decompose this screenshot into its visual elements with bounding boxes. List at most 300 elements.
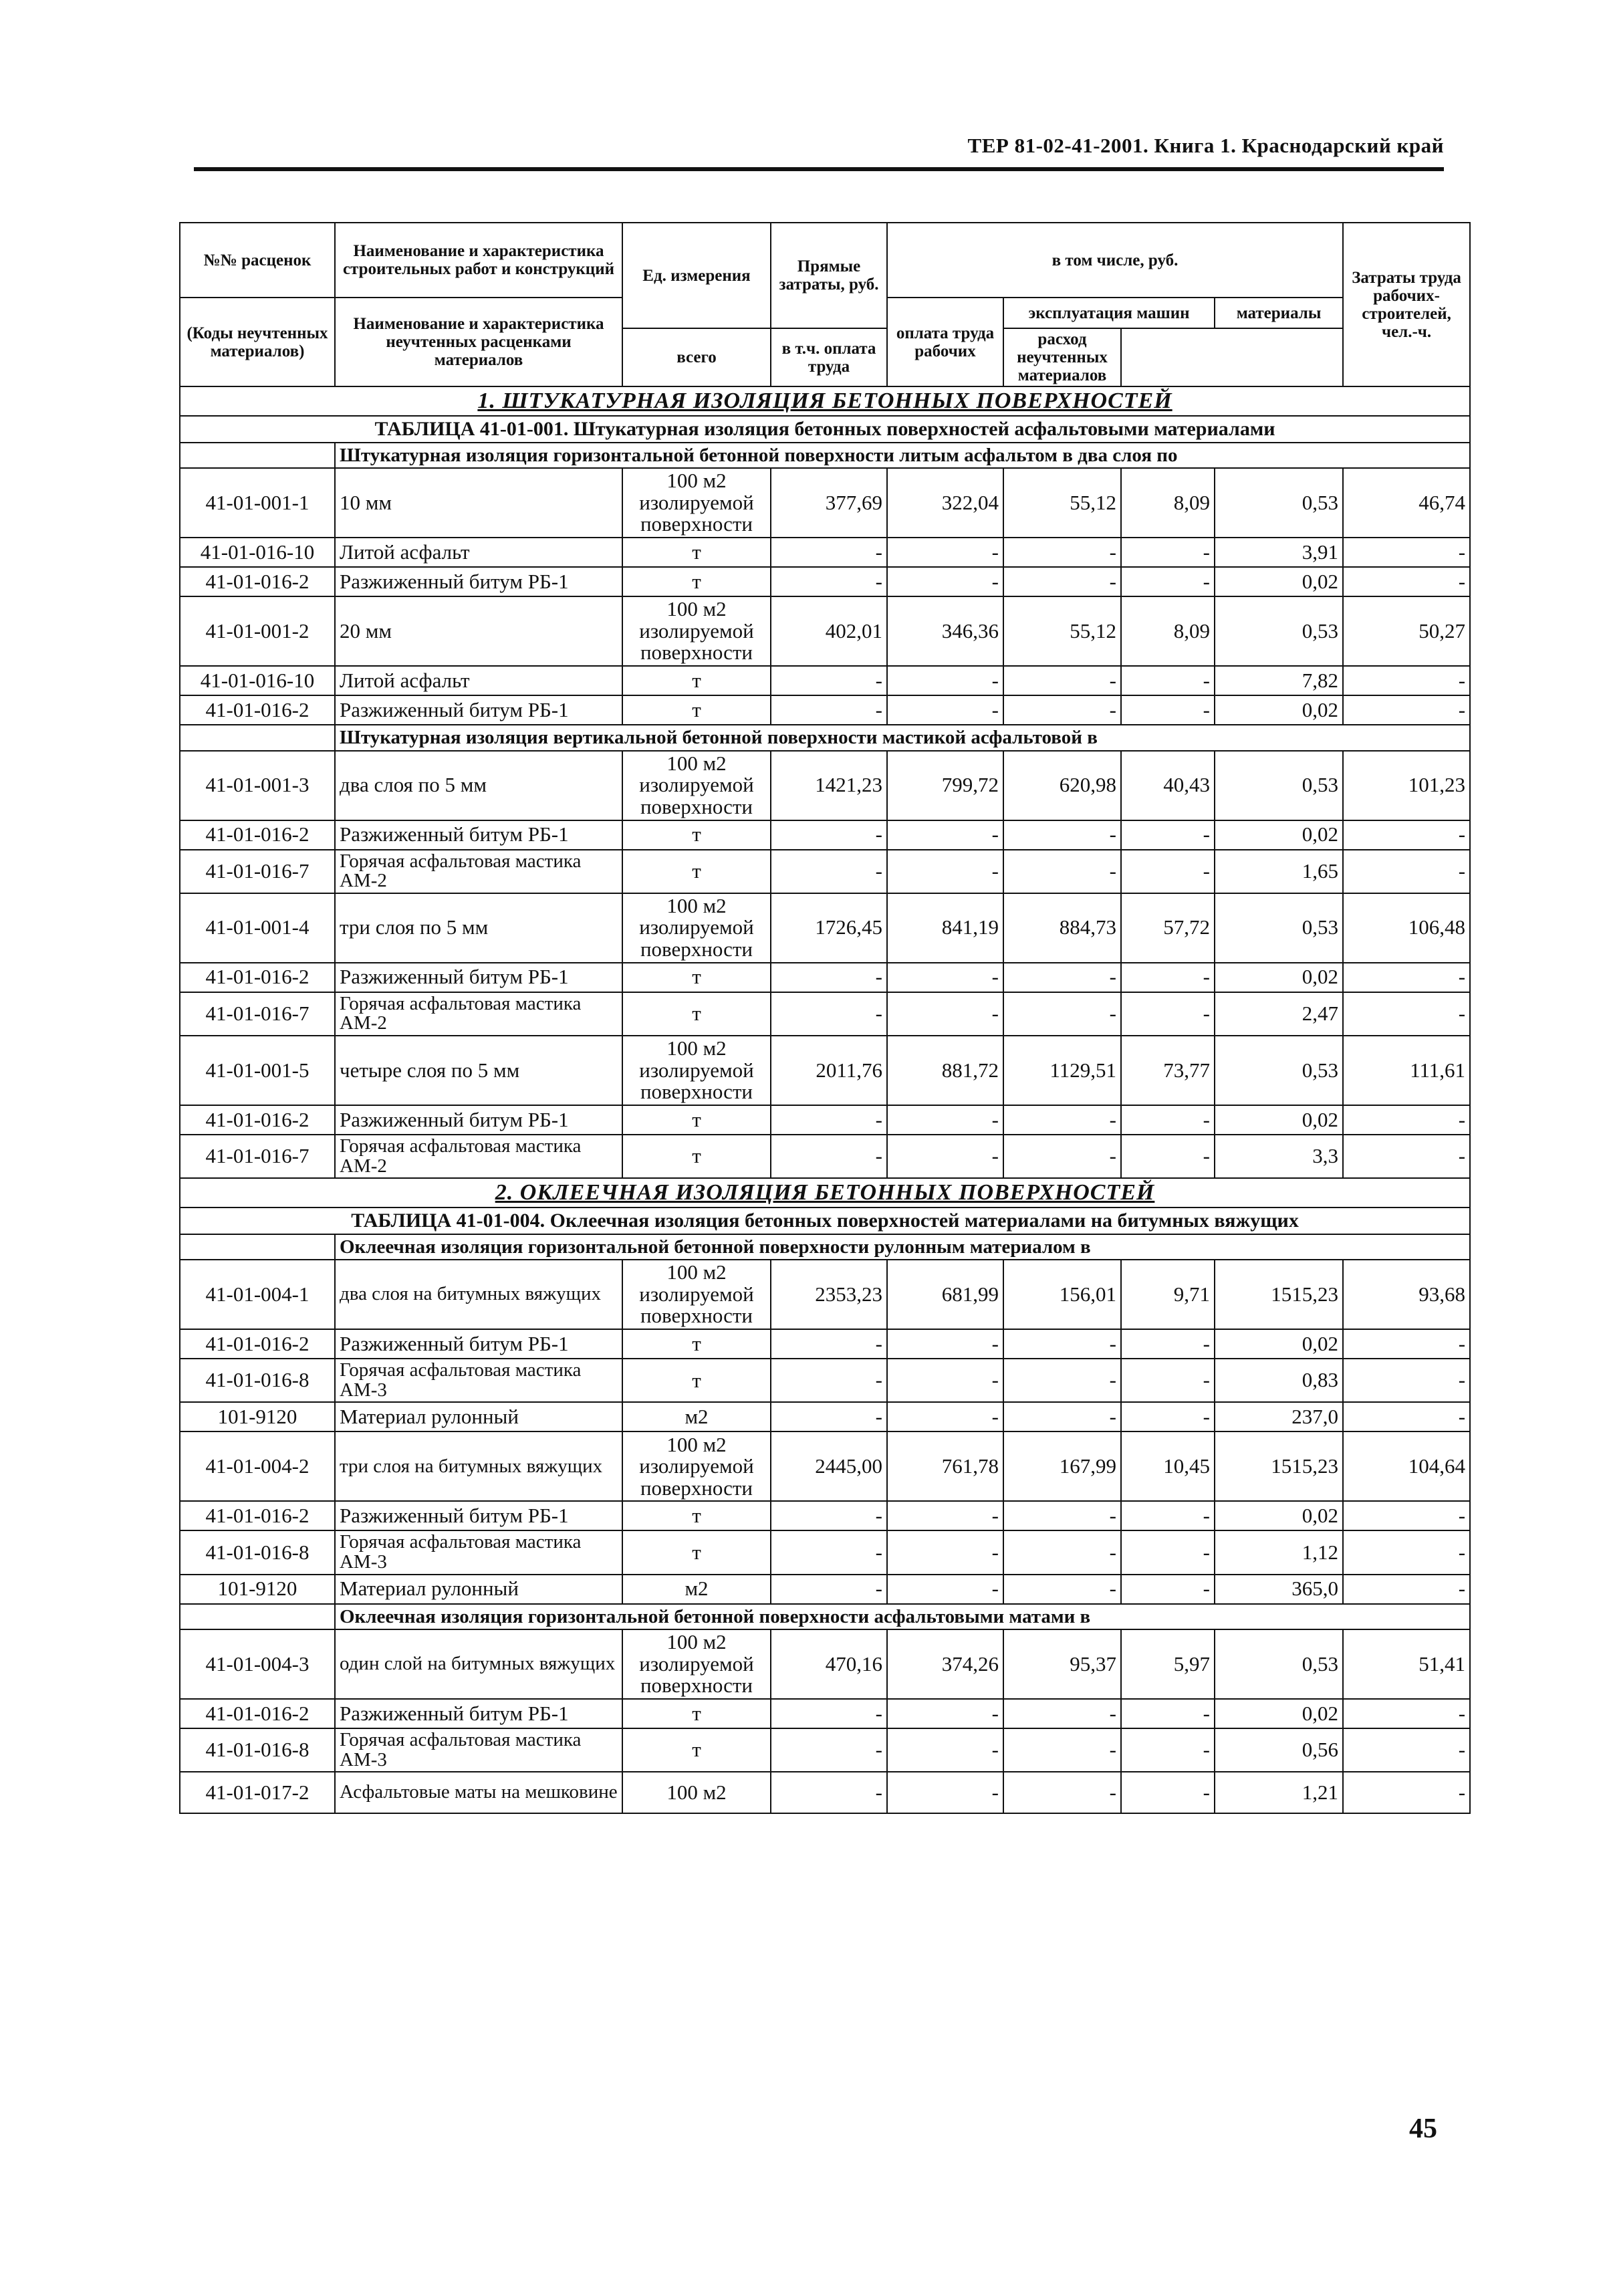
rate-labor-pay: 841,19	[887, 893, 1003, 963]
rate-materials: 0,02	[1215, 1329, 1343, 1359]
rate-labor-hours: -	[1343, 1699, 1470, 1728]
rate-machine-labor: -	[1121, 992, 1215, 1036]
rate-machine-total: 95,37	[1003, 1629, 1121, 1699]
header-materials-consumption: расход неучтенных материалов	[1003, 328, 1121, 386]
rate-labor-hours: -	[1343, 666, 1470, 695]
rate-machine-total: -	[1003, 1359, 1121, 1402]
rate-code: 41-01-004-2	[180, 1431, 335, 1501]
rate-labor-pay: -	[887, 963, 1003, 992]
rate-code: 41-01-016-8	[180, 1530, 335, 1574]
rate-materials: 1515,23	[1215, 1431, 1343, 1501]
rate-materials: 0,53	[1215, 596, 1343, 666]
material-row	[180, 1530, 1470, 1574]
rate-direct-costs: -	[771, 567, 887, 596]
rate-labor-pay: 681,99	[887, 1260, 1003, 1329]
subsection-title	[180, 1234, 1470, 1260]
rate-unit: т	[622, 1105, 771, 1135]
rate-code: 101-9120	[180, 1575, 335, 1604]
rate-labor-pay: -	[887, 666, 1003, 695]
rate-labor-hours: 50,27	[1343, 596, 1470, 666]
rate-direct-costs: -	[771, 820, 887, 850]
rate-unit: 100 м2 изолируемой поверхности	[622, 1260, 771, 1329]
rate-unit: т	[622, 538, 771, 567]
rate-materials: 0,53	[1215, 893, 1343, 963]
rate-row	[180, 1629, 1470, 1699]
section-title-text: 2. ОКЛЕЕЧНАЯ ИЗОЛЯЦИЯ БЕТОННЫХ ПОВЕРХНОСТЕЙ	[180, 1178, 1470, 1208]
rate-labor-hours: -	[1343, 567, 1470, 596]
rate-machine-total: 55,12	[1003, 468, 1121, 538]
rate-direct-costs: -	[771, 1699, 887, 1728]
rate-materials: 3,91	[1215, 538, 1343, 567]
rate-code: 41-01-016-7	[180, 850, 335, 893]
material-row	[180, 992, 1470, 1036]
rate-materials: 0,83	[1215, 1359, 1343, 1402]
running-header-title: ТЕР 81-02-41-2001. Книга 1. Краснодарский край	[967, 134, 1444, 157]
rate-machine-total: -	[1003, 1135, 1121, 1178]
header-code-top: №№ расценок	[180, 223, 335, 298]
rate-machine-labor: -	[1121, 1105, 1215, 1135]
rate-code: 41-01-016-2	[180, 695, 335, 725]
rate-code: 41-01-016-2	[180, 1699, 335, 1728]
material-row	[180, 963, 1470, 992]
rate-labor-hours: -	[1343, 695, 1470, 725]
header-name-top: Наименование и характеристика строительных работ и конструкций	[335, 223, 622, 298]
rate-direct-costs: -	[771, 666, 887, 695]
rate-code: 41-01-016-2	[180, 1501, 335, 1530]
rate-code: 41-01-016-8	[180, 1728, 335, 1772]
rate-unit: т	[622, 567, 771, 596]
rate-machine-total: -	[1003, 850, 1121, 893]
section-title-text: 1. ШТУКАТУРНАЯ ИЗОЛЯЦИЯ БЕТОННЫХ ПОВЕРХНОСТЕЙ	[180, 386, 1470, 416]
rate-unit: т	[622, 695, 771, 725]
running-header	[194, 134, 1444, 171]
rate-name: Горячая асфальтовая мастика АМ-3	[335, 1530, 622, 1574]
rate-machine-total: -	[1003, 992, 1121, 1036]
rate-labor-pay: -	[887, 1501, 1003, 1530]
material-row	[180, 1699, 1470, 1728]
rate-unit: 100 м2 изолируемой поверхности	[622, 1431, 771, 1501]
header-machine-operation: эксплуатация машин	[1003, 298, 1215, 328]
rate-machine-labor: 5,97	[1121, 1629, 1215, 1699]
rate-machine-labor: -	[1121, 567, 1215, 596]
header-machine-total: всего	[622, 328, 771, 386]
rate-machine-total: -	[1003, 1699, 1121, 1728]
rate-unit: т	[622, 666, 771, 695]
rate-name: Горячая асфальтовая мастика АМ-3	[335, 1359, 622, 1402]
rate-materials: 0,53	[1215, 468, 1343, 538]
rate-materials: 237,0	[1215, 1402, 1343, 1431]
rate-row	[180, 1036, 1470, 1105]
rate-machine-labor: -	[1121, 1135, 1215, 1178]
rate-direct-costs: -	[771, 1575, 887, 1604]
rate-machine-labor: -	[1121, 695, 1215, 725]
rate-direct-costs: -	[771, 1402, 887, 1431]
rate-direct-costs: -	[771, 695, 887, 725]
rate-direct-costs: 1726,45	[771, 893, 887, 963]
rate-direct-costs: -	[771, 992, 887, 1036]
rate-machine-total: -	[1003, 820, 1121, 850]
rate-direct-costs: 2011,76	[771, 1036, 887, 1105]
rate-direct-costs: 2353,23	[771, 1260, 887, 1329]
rate-labor-pay: -	[887, 1402, 1003, 1431]
rate-labor-pay: -	[887, 1575, 1003, 1604]
material-row	[180, 567, 1470, 596]
rate-labor-hours: -	[1343, 992, 1470, 1036]
rate-name: два слоя на битумных вяжущих	[335, 1260, 622, 1329]
rate-name: четыре слоя по 5 мм	[335, 1036, 622, 1105]
rate-code: 41-01-016-8	[180, 1359, 335, 1402]
rate-labor-hours: -	[1343, 1772, 1470, 1813]
material-row	[180, 1105, 1470, 1135]
header-including: в том числе, руб.	[887, 223, 1343, 298]
rate-labor-pay: -	[887, 1699, 1003, 1728]
rate-machine-labor: -	[1121, 1699, 1215, 1728]
rate-name: три слоя по 5 мм	[335, 893, 622, 963]
rate-labor-pay: 374,26	[887, 1629, 1003, 1699]
rate-machine-labor: 8,09	[1121, 468, 1215, 538]
rate-code: 41-01-016-7	[180, 992, 335, 1036]
rate-labor-pay: -	[887, 1105, 1003, 1135]
rate-labor-hours: 104,64	[1343, 1431, 1470, 1501]
rate-machine-labor: -	[1121, 1772, 1215, 1813]
rate-materials: 2,47	[1215, 992, 1343, 1036]
rate-code: 41-01-001-3	[180, 751, 335, 820]
rate-materials: 1,21	[1215, 1772, 1343, 1813]
rate-unit: 100 м2 изолируемой поверхности	[622, 468, 771, 538]
rate-name: один слой на битумных вяжущих	[335, 1629, 622, 1699]
rate-row	[180, 751, 1470, 820]
subsection-title-text: Штукатурная изоляция горизонтальной бетонной поверхности литым асфальтом в два слоя по	[335, 443, 1470, 468]
material-row	[180, 1135, 1470, 1178]
subsection-title-text: Оклеечная изоляция горизонтальной бетонной поверхности рулонным материалом в	[335, 1234, 1470, 1260]
rate-labor-pay: -	[887, 538, 1003, 567]
rate-machine-total: 620,98	[1003, 751, 1121, 820]
rate-labor-hours: -	[1343, 1135, 1470, 1178]
rate-code: 101-9120	[180, 1402, 335, 1431]
rate-name: три слоя на битумных вяжущих	[335, 1431, 622, 1501]
rate-code: 41-01-016-2	[180, 820, 335, 850]
header-machine-labor: в т.ч. оплата труда	[771, 328, 887, 386]
rate-code: 41-01-016-10	[180, 666, 335, 695]
rate-name: Разжиженный битум РБ-1	[335, 1501, 622, 1530]
rate-name: Горячая асфальтовая мастика АМ-2	[335, 1135, 622, 1178]
rate-name: Материал рулонный	[335, 1575, 622, 1604]
rate-labor-hours: -	[1343, 538, 1470, 567]
header-materials: материалы	[1215, 298, 1343, 328]
rate-row	[180, 1431, 1470, 1501]
rate-name: Горячая асфальтовая мастика АМ-2	[335, 850, 622, 893]
rate-materials: 7,82	[1215, 666, 1343, 695]
rate-labor-hours: -	[1343, 1530, 1470, 1574]
rate-labor-pay: -	[887, 1728, 1003, 1772]
rate-machine-labor: 10,45	[1121, 1431, 1215, 1501]
rate-direct-costs: -	[771, 1772, 887, 1813]
section-title	[180, 1178, 1470, 1208]
rate-labor-hours: 106,48	[1343, 893, 1470, 963]
rate-machine-labor: -	[1121, 963, 1215, 992]
header-labor-pay: оплата труда рабочих	[887, 298, 1003, 386]
rate-labor-pay: -	[887, 850, 1003, 893]
rate-labor-hours: -	[1343, 1728, 1470, 1772]
rate-machine-labor: 9,71	[1121, 1260, 1215, 1329]
table-title-text: ТАБЛИЦА 41-01-001. Штукатурная изоляция бетонных поверхностей асфальтовыми материалами	[180, 416, 1470, 443]
rate-labor-hours: 51,41	[1343, 1629, 1470, 1699]
rate-machine-labor: -	[1121, 1728, 1215, 1772]
rate-name: 20 мм	[335, 596, 622, 666]
material-row	[180, 1575, 1470, 1604]
rate-direct-costs: -	[771, 1530, 887, 1574]
section-title	[180, 386, 1470, 416]
rate-direct-costs: -	[771, 1135, 887, 1178]
rate-unit: т	[622, 820, 771, 850]
rate-direct-costs: -	[771, 1501, 887, 1530]
rate-labor-pay: -	[887, 820, 1003, 850]
rate-labor-pay: 881,72	[887, 1036, 1003, 1105]
subsection-title-text: Оклеечная изоляция горизонтальной бетонной поверхности асфальтовыми матами в	[335, 1604, 1470, 1629]
rate-machine-labor: -	[1121, 1359, 1215, 1402]
rate-row	[180, 468, 1470, 538]
rate-labor-pay: -	[887, 1329, 1003, 1359]
rate-labor-pay: -	[887, 1135, 1003, 1178]
rate-unit: 100 м2 изолируемой поверхности	[622, 751, 771, 820]
header-direct-costs: Прямые затраты, руб.	[771, 223, 887, 328]
rate-row	[180, 596, 1470, 666]
rate-code: 41-01-001-2	[180, 596, 335, 666]
rate-unit: т	[622, 1728, 771, 1772]
rate-name: Асфальтовые маты на мешковине	[335, 1772, 622, 1813]
rate-name: Горячая асфальтовая мастика АМ-2	[335, 992, 622, 1036]
header-unit: Ед. измерения	[622, 223, 771, 328]
rate-unit: м2	[622, 1402, 771, 1431]
rate-name: Разжиженный битум РБ-1	[335, 695, 622, 725]
header-row-1	[180, 223, 1470, 298]
page-number: 45	[1409, 2113, 1437, 2144]
rate-materials: 0,02	[1215, 695, 1343, 725]
rate-machine-total: -	[1003, 1772, 1121, 1813]
rate-machine-labor: 57,72	[1121, 893, 1215, 963]
header-labor-costs: Затраты труда рабочих-строителей, чел.-ч.	[1343, 223, 1470, 386]
rate-row	[180, 1260, 1470, 1329]
subtitle-empty-cell	[180, 725, 335, 750]
rate-machine-labor: -	[1121, 1402, 1215, 1431]
rate-materials: 365,0	[1215, 1575, 1343, 1604]
rate-labor-pay: -	[887, 1772, 1003, 1813]
rate-machine-labor: -	[1121, 1530, 1215, 1574]
table-title	[180, 416, 1470, 443]
rate-direct-costs: -	[771, 850, 887, 893]
rate-direct-costs: 1421,23	[771, 751, 887, 820]
rate-name: Литой асфальт	[335, 538, 622, 567]
subsection-title-text: Штукатурная изоляция вертикальной бетонной поверхности мастикой асфальтовой в	[335, 725, 1470, 750]
rate-labor-pay: 322,04	[887, 468, 1003, 538]
rate-labor-pay: -	[887, 1530, 1003, 1574]
rate-direct-costs: -	[771, 538, 887, 567]
rate-machine-total: 167,99	[1003, 1431, 1121, 1501]
material-row	[180, 1402, 1470, 1431]
rate-code: 41-01-001-1	[180, 468, 335, 538]
rate-labor-hours: -	[1343, 1105, 1470, 1135]
rate-unit: т	[622, 1699, 771, 1728]
rate-direct-costs: -	[771, 1105, 887, 1135]
rate-name: Разжиженный битум РБ-1	[335, 1329, 622, 1359]
rate-materials: 0,02	[1215, 963, 1343, 992]
rate-materials: 1,12	[1215, 1530, 1343, 1574]
rate-unit: 100 м2 изолируемой поверхности	[622, 596, 771, 666]
rate-code: 41-01-016-2	[180, 963, 335, 992]
rate-materials: 3,3	[1215, 1135, 1343, 1178]
rate-materials: 1,65	[1215, 850, 1343, 893]
rate-name: Разжиженный битум РБ-1	[335, 567, 622, 596]
rate-machine-total: -	[1003, 695, 1121, 725]
rate-machine-total: 1129,51	[1003, 1036, 1121, 1105]
rate-machine-labor: -	[1121, 1329, 1215, 1359]
rate-machine-total: -	[1003, 1402, 1121, 1431]
rate-machine-total: -	[1003, 567, 1121, 596]
rate-name: Литой асфальт	[335, 666, 622, 695]
rate-code: 41-01-017-2	[180, 1772, 335, 1813]
rate-unit: т	[622, 963, 771, 992]
subsection-title	[180, 443, 1470, 468]
rate-machine-total: -	[1003, 538, 1121, 567]
material-row	[180, 666, 1470, 695]
table-title-text: ТАБЛИЦА 41-01-004. Оклеечная изоляция бетонных поверхностей материалами на битумных вяжущих	[180, 1208, 1470, 1234]
rate-name: Горячая асфальтовая мастика АМ-3	[335, 1728, 622, 1772]
rate-code: 41-01-016-2	[180, 1329, 335, 1359]
rate-direct-costs: 2445,00	[771, 1431, 887, 1501]
rate-labor-hours: 101,23	[1343, 751, 1470, 820]
material-row	[180, 1501, 1470, 1530]
rate-labor-pay: -	[887, 695, 1003, 725]
rate-labor-hours: 111,61	[1343, 1036, 1470, 1105]
rate-code: 41-01-001-4	[180, 893, 335, 963]
rate-direct-costs: 470,16	[771, 1629, 887, 1699]
rate-direct-costs: -	[771, 1329, 887, 1359]
rate-direct-costs: -	[771, 963, 887, 992]
rate-labor-hours: -	[1343, 820, 1470, 850]
header-code-bottom: (Коды неучтенных материалов)	[180, 298, 335, 386]
rate-machine-total: 55,12	[1003, 596, 1121, 666]
rate-direct-costs: 402,01	[771, 596, 887, 666]
rate-code: 41-01-016-2	[180, 567, 335, 596]
header-name-bottom: Наименование и характеристика неучтенных расценками материалов	[335, 298, 622, 386]
rate-unit: т	[622, 1530, 771, 1574]
rate-unit: т	[622, 1359, 771, 1402]
rate-materials: 0,02	[1215, 567, 1343, 596]
rate-unit: т	[622, 992, 771, 1036]
rate-code: 41-01-004-3	[180, 1629, 335, 1699]
rate-machine-total: -	[1003, 1728, 1121, 1772]
rate-materials: 1515,23	[1215, 1260, 1343, 1329]
rate-labor-hours: -	[1343, 1402, 1470, 1431]
rate-labor-pay: -	[887, 992, 1003, 1036]
rate-machine-total: -	[1003, 1105, 1121, 1135]
rate-materials: 0,53	[1215, 751, 1343, 820]
rate-direct-costs: 377,69	[771, 468, 887, 538]
rate-unit: 100 м2	[622, 1772, 771, 1813]
rate-unit: 100 м2 изолируемой поверхности	[622, 1629, 771, 1699]
rate-labor-hours: -	[1343, 963, 1470, 992]
rate-code: 41-01-001-5	[180, 1036, 335, 1105]
rate-name: Разжиженный битум РБ-1	[335, 820, 622, 850]
subsection-title	[180, 725, 1470, 750]
material-row	[180, 695, 1470, 725]
rate-code: 41-01-016-7	[180, 1135, 335, 1178]
rate-machine-total: -	[1003, 666, 1121, 695]
rate-labor-hours: -	[1343, 850, 1470, 893]
material-row	[180, 538, 1470, 567]
rate-materials: 0,53	[1215, 1629, 1343, 1699]
rate-materials: 0,53	[1215, 1036, 1343, 1105]
rate-name: два слоя по 5 мм	[335, 751, 622, 820]
rate-machine-total: -	[1003, 1530, 1121, 1574]
rate-name: Разжиженный битум РБ-1	[335, 963, 622, 992]
rate-unit: м2	[622, 1575, 771, 1604]
rate-machine-labor: -	[1121, 666, 1215, 695]
material-row	[180, 1772, 1470, 1813]
material-row	[180, 1359, 1470, 1402]
subtitle-empty-cell	[180, 1604, 335, 1629]
rate-direct-costs: -	[771, 1728, 887, 1772]
rate-machine-labor: -	[1121, 538, 1215, 567]
rate-name: Разжиженный битум РБ-1	[335, 1699, 622, 1728]
subtitle-empty-cell	[180, 1234, 335, 1260]
rate-machine-total: -	[1003, 1329, 1121, 1359]
rate-materials: 0,02	[1215, 1105, 1343, 1135]
rate-machine-total: -	[1003, 963, 1121, 992]
rate-labor-hours: 93,68	[1343, 1260, 1470, 1329]
rate-labor-hours: 46,74	[1343, 468, 1470, 538]
rate-materials: 0,02	[1215, 820, 1343, 850]
rate-row	[180, 893, 1470, 963]
material-row	[180, 1728, 1470, 1772]
rate-name: 10 мм	[335, 468, 622, 538]
rate-unit: 100 м2 изолируемой поверхности	[622, 893, 771, 963]
rate-machine-total: -	[1003, 1501, 1121, 1530]
rate-labor-pay: 761,78	[887, 1431, 1003, 1501]
rate-unit: т	[622, 1501, 771, 1530]
rate-unit: т	[622, 1135, 771, 1178]
rate-materials: 0,56	[1215, 1728, 1343, 1772]
material-row	[180, 820, 1470, 850]
rate-materials: 0,02	[1215, 1501, 1343, 1530]
rate-machine-total: 156,01	[1003, 1260, 1121, 1329]
rate-unit: т	[622, 850, 771, 893]
rate-name: Разжиженный битум РБ-1	[335, 1105, 622, 1135]
rate-labor-pay: 799,72	[887, 751, 1003, 820]
rate-machine-labor: -	[1121, 1575, 1215, 1604]
rate-direct-costs: -	[771, 1359, 887, 1402]
material-row	[180, 850, 1470, 893]
rate-labor-hours: -	[1343, 1329, 1470, 1359]
rate-labor-hours: -	[1343, 1575, 1470, 1604]
table-title	[180, 1208, 1470, 1234]
rate-unit: т	[622, 1329, 771, 1359]
rate-machine-labor: -	[1121, 820, 1215, 850]
rate-machine-total: 884,73	[1003, 893, 1121, 963]
rate-labor-pay: 346,36	[887, 596, 1003, 666]
rates-table	[179, 222, 1471, 1814]
rate-machine-labor: 73,77	[1121, 1036, 1215, 1105]
material-row	[180, 1329, 1470, 1359]
rate-labor-pay: -	[887, 1359, 1003, 1402]
rate-machine-labor: -	[1121, 1501, 1215, 1530]
rate-labor-hours: -	[1343, 1359, 1470, 1402]
rate-code: 41-01-004-1	[180, 1260, 335, 1329]
rate-name: Материал рулонный	[335, 1402, 622, 1431]
rate-code: 41-01-016-10	[180, 538, 335, 567]
rate-labor-hours: -	[1343, 1501, 1470, 1530]
rate-machine-labor: 40,43	[1121, 751, 1215, 820]
